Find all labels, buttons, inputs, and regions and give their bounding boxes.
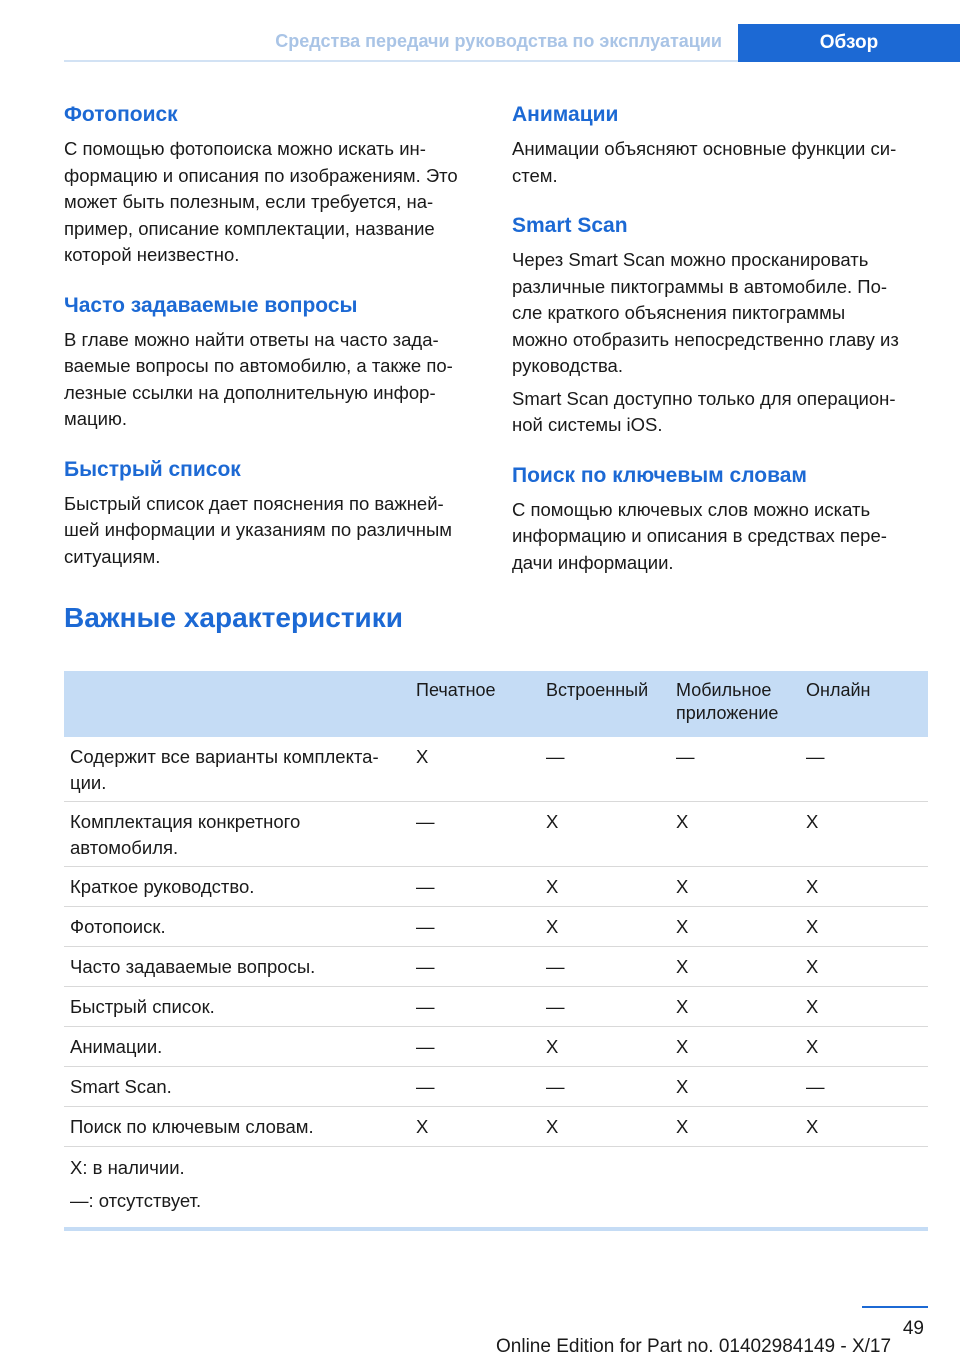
table-header-cell: Печатное [416,680,496,700]
row-value: X [546,916,559,937]
row-label: Комплектация конкретного автомобиля. [70,811,301,858]
section-title: Поиск по ключевым словам [512,463,807,487]
section-smart-scan [512,211,930,439]
row-value: — [416,811,435,832]
row-value: X [806,956,819,977]
row-label: Содержит все варианты комплекта- ции. [70,746,379,793]
section-title: Анимации [512,103,619,126]
row-value: — [676,746,695,767]
section-title: Часто задаваемые вопросы [64,293,358,317]
right-column [512,100,930,598]
row-value: X [676,1076,689,1097]
section-faq [64,291,482,433]
row-value: X [676,811,689,832]
section-text: В главе можно найти ответы на часто зада- ваемые вопросы по автомобилю, а также по- лезные ссылки на дополнительную инфор- мацию. [64,328,453,429]
row-value: X [546,876,559,897]
table-row [64,947,928,987]
row-label: Краткое руководство. [70,876,255,897]
row-value: — [546,996,565,1017]
section-animations [512,100,930,189]
row-value: — [546,1076,565,1097]
features-heading: Важные характеристики [64,602,403,633]
table-row [64,867,928,907]
section-title: Быстрый список [64,457,241,481]
table-row [64,907,928,947]
row-label: Часто задаваемые вопросы. [70,956,316,977]
row-value: X [806,996,819,1017]
left-column [64,100,482,592]
features-table [64,671,928,1231]
row-value: — [806,1076,825,1097]
table-row [64,1107,928,1147]
row-value: X [546,1116,559,1137]
row-value: X [676,1036,689,1057]
row-value: X [676,1116,689,1137]
section-text: Быстрый список дает пояснения по важней- шей информации и указаниям по различным ситуациям. [64,492,452,567]
row-value: — [546,746,565,767]
row-value: X [676,876,689,897]
table-row [64,737,928,802]
row-value: — [416,996,435,1017]
row-value: — [416,876,435,897]
section-text: Smart Scan доступно только для операцион- ной системы iOS. [512,387,896,435]
legend-item: —: отсутствует. [70,1190,202,1211]
section-keyword-search [512,461,930,577]
table-row [64,1067,928,1107]
header-title: Средства передачи руководства по эксплуатации [275,31,722,51]
row-value: X [416,1116,429,1137]
edition-footer: Online Edition for Part no. 01402984149 - X/17 [496,1336,892,1357]
row-label: Анимации. [70,1036,163,1057]
row-value: X [806,811,819,832]
row-label: Smart Scan. [70,1076,172,1097]
row-value: X [676,956,689,977]
table-header [64,671,928,737]
row-value: X [676,996,689,1017]
page-header [64,24,960,62]
section-text: Через Smart Scan можно просканировать различные пиктограммы в автомобиле. По- сле краткого объяснения пиктограммы можно отобразить непосредственно главу из руководства. [512,249,899,376]
row-value: X [676,916,689,937]
row-value: — [416,956,435,977]
section-title: Smart Scan [512,214,628,237]
table-row [64,802,928,867]
table-header-cell [64,671,410,737]
row-value: X [806,1036,819,1057]
row-value: X [546,811,559,832]
section-quick-list [64,455,482,571]
row-label: Быстрый список. [70,996,215,1017]
row-label: Фотопоиск. [70,916,166,937]
table-row [64,987,928,1027]
section-photo-search [64,100,482,269]
section-text: С помощью фотопоиска можно искать ин- формацию и описания по изображениям. Это может быть полезным, если требуется, на- пример, описание комплектации, название которой неизвестно. [64,138,458,265]
table-header-cell: Онлайн [806,680,871,700]
page-number: 49 [902,1318,924,1339]
row-value: — [546,956,565,977]
table-header-cell: Встроенный [546,680,649,700]
row-value: X [806,1116,819,1137]
section-text: Анимации объясняют основные функции си- стем. [512,138,897,186]
row-value: X [546,1036,559,1057]
row-value: X [416,746,429,767]
row-value: X [806,876,819,897]
table-body [64,737,928,1147]
row-value: — [416,916,435,937]
legend-item: X: в наличии. [70,1157,185,1178]
row-label: Поиск по ключевым словам. [70,1116,314,1137]
section-title: Фотопоиск [64,103,178,126]
row-value: — [416,1036,435,1057]
row-value: X [806,916,819,937]
table-legend [64,1147,928,1231]
row-value: — [416,1076,435,1097]
row-value: — [806,746,825,767]
table-row [64,1027,928,1067]
tab-overview[interactable]: Обзор [738,24,960,62]
section-text: С помощью ключевых слов можно искать информацию и описания в средствах пере- дачи информации. [512,498,887,573]
table-header-cell: Мобильное приложение [676,680,779,723]
